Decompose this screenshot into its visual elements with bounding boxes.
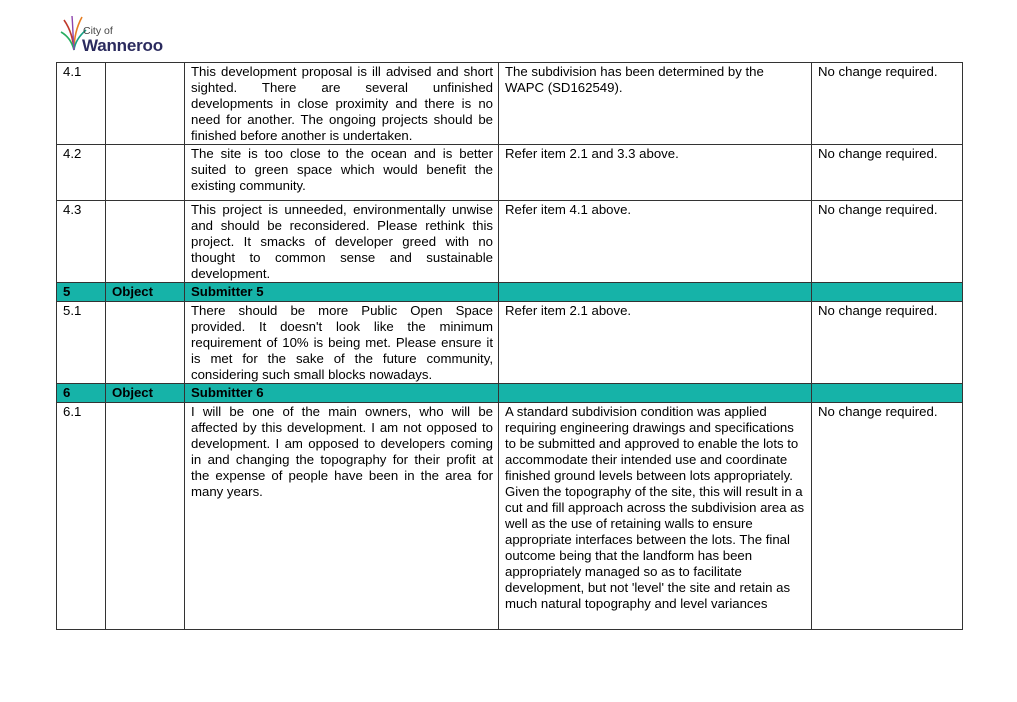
section-response bbox=[499, 283, 812, 302]
table-row bbox=[57, 403, 963, 630]
logo-name-text: Wanneroo bbox=[82, 36, 163, 55]
response-text: Refer item 2.1 and 3.3 above. bbox=[499, 145, 812, 201]
submission-text: This project is unneeded, environmentally unwise and should be reconsidered. Please rethink this project. It smacks of developer greed with no thought to common sense and sustainable development. bbox=[185, 201, 499, 283]
row-number: 4.1 bbox=[57, 63, 106, 145]
section-submitter: Submitter 6 bbox=[185, 384, 499, 403]
section-number: 5 bbox=[57, 283, 106, 302]
outcome-text: No change required. bbox=[812, 403, 963, 630]
row-number: 4.2 bbox=[57, 145, 106, 201]
submission-text: The site is too close to the ocean and is better suited to green space which would benefit the existing community. bbox=[185, 145, 499, 201]
outcome-text: No change required. bbox=[812, 63, 963, 145]
submissions-table bbox=[56, 62, 963, 630]
response-text: A standard subdivision condition was applied requiring engineering drawings and specifications to be submitted and approved to enable the lots to accommodate their intended use and coordinate finished ground levels between lots appropriately. Given the topography of the site, this will result in a cut and fill approach across the subdivision area as well as the use of retaining walls to ensure appropriate interfaces between the lots. The final outcome being that the landform has been appropriately managed so as to facilitate development, but not 'level' the site and retain as much natural topography and level variances bbox=[499, 403, 812, 630]
outcome-text: No change required. bbox=[812, 201, 963, 283]
table-row bbox=[57, 302, 963, 384]
section-number: 6 bbox=[57, 384, 106, 403]
logo-city-text: City of bbox=[83, 25, 113, 37]
section-outcome bbox=[812, 384, 963, 403]
table-row bbox=[57, 201, 963, 283]
row-number: 5.1 bbox=[57, 302, 106, 384]
response-text: The subdivision has been determined by the WAPC (SD162549). bbox=[499, 63, 812, 145]
row-type bbox=[106, 302, 185, 384]
row-type bbox=[106, 63, 185, 145]
table-row bbox=[57, 145, 963, 201]
submission-text: This development proposal is ill advised and short sighted. There are several unfinished developments in close proximity and there is no need for another. The ongoing projects should be finished before another is undertaken. bbox=[185, 63, 499, 145]
section-row bbox=[57, 384, 963, 403]
outcome-text: No change required. bbox=[812, 145, 963, 201]
outcome-text: No change required. bbox=[812, 302, 963, 384]
section-type: Object bbox=[106, 384, 185, 403]
section-outcome bbox=[812, 283, 963, 302]
section-row bbox=[57, 283, 963, 302]
response-text: Refer item 2.1 above. bbox=[499, 302, 812, 384]
submission-text: I will be one of the main owners, who will be affected by this development. I am not opposed to development. I am opposed to developers coming in and changing the topography for their profit at the expense of people have been in the area for many years. bbox=[185, 403, 499, 630]
section-response bbox=[499, 384, 812, 403]
city-of-wanneroo-logo bbox=[60, 14, 180, 56]
row-type bbox=[106, 145, 185, 201]
section-submitter: Submitter 5 bbox=[185, 283, 499, 302]
row-type bbox=[106, 403, 185, 630]
table-row bbox=[57, 63, 963, 145]
section-type: Object bbox=[106, 283, 185, 302]
response-text: Refer item 4.1 above. bbox=[499, 201, 812, 283]
row-number: 4.3 bbox=[57, 201, 106, 283]
row-type bbox=[106, 201, 185, 283]
submission-text: There should be more Public Open Space provided. It doesn't look like the minimum requirement of 10% is being met. Please ensure it is met for the sake of the future community, considering such small blocks nowadays. bbox=[185, 302, 499, 384]
row-number: 6.1 bbox=[57, 403, 106, 630]
